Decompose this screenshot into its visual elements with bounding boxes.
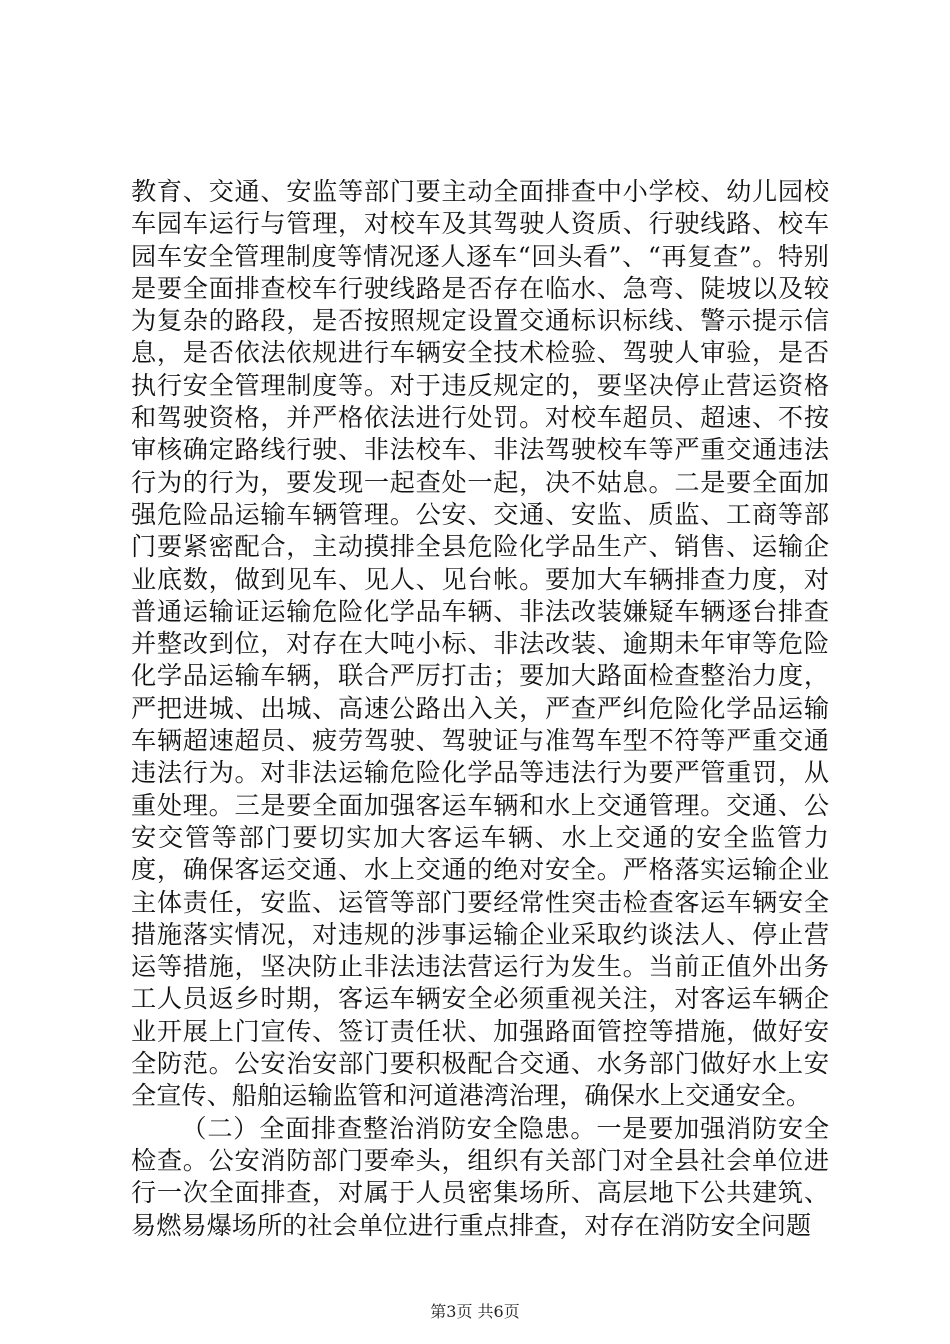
paragraph-2: （二）全面排查整治消防安全隐患。一是要加强消防安全检查。公安消防部门要牵头，组织有关部门对全县社会单位进行一次全面排查，对属于人员密集场所、高层地下公共建筑、易燃易爆场所的社会单位进行重点排查，对存在消防安全问题 <box>131 1113 829 1240</box>
paragraph-1: 教育、交通、安监等部门要主动全面排查中小学校、幼儿园校车园车运行与管理，对校车及其驾驶人资质、行驶线路、校车园车安全管理制度等情况逐人逐车“回头看”、“再复查”。特别是要全面排查校车行驶线路是否存在临水、急弯、陡坡以及较为复杂的路段，是否按照规定设置交通标识标线、警示提示信息，是否依法依规进行车辆安全技术检验、驾驶人审验，是否执行安全管理制度等。对于违反规定的，要坚决停止营运资格和驾驶资格，并严格依法进行处罚。对校车超员、超速、不按审核确定路线行驶、非法校车、非法驾驶校车等严重交通违法行为的行为，要发现一起查处一起，决不姑息。二是要全面加强危险品运输车辆管理。公安、交通、安监、质监、工商等部门要紧密配合，主动摸排全县危险化学品生产、销售、运输企业底数，做到见车、见人、见台帐。要加大车辆排查力度，对普通运输证运输危险化学品车辆、非法改装嫌疑车辆逐台排查并整改到位，对存在大吨小标、非法改装、逾期未年审等危险化学品运输车辆，联合严厉打击；要加大路面检查整治力度，严把进城、出城、高速公路出入关，严查严纠危险化学品运输车辆超速超员、疲劳驾驶、驾驶证与准驾车型不符等严重交通违法行为。对非法运输危险化学品等违法行为要严管重罚，从重处理。三是要全面加强客运车辆和水上交通管理。交通、公安交管等部门要切实加大客运车辆、水上交通的安全监管力度，确保客运交通、水上交通的绝对安全。严格落实运输企业主体责任，安监、运管等部门要经常性突击检查客运车辆安全措施落实情况，对违规的涉事运输企业采取约谈法人、停止营运等措施，坚决防止非法违法营运行为发生。当前正值外出务工人员返乡时期，客运车辆安全必须重视关注，对客运车辆企业开展上门宣传、签订责任状、加强路面管控等措施，做好安全防范。公安治安部门要积极配合交通、水务部门做好水上安全宣传、船舶运输监管和河道港湾治理，确保水上交通安全。 <box>131 177 829 1111</box>
page-footer: 第3页 共6页 <box>430 1302 520 1321</box>
document-body <box>131 176 829 1242</box>
